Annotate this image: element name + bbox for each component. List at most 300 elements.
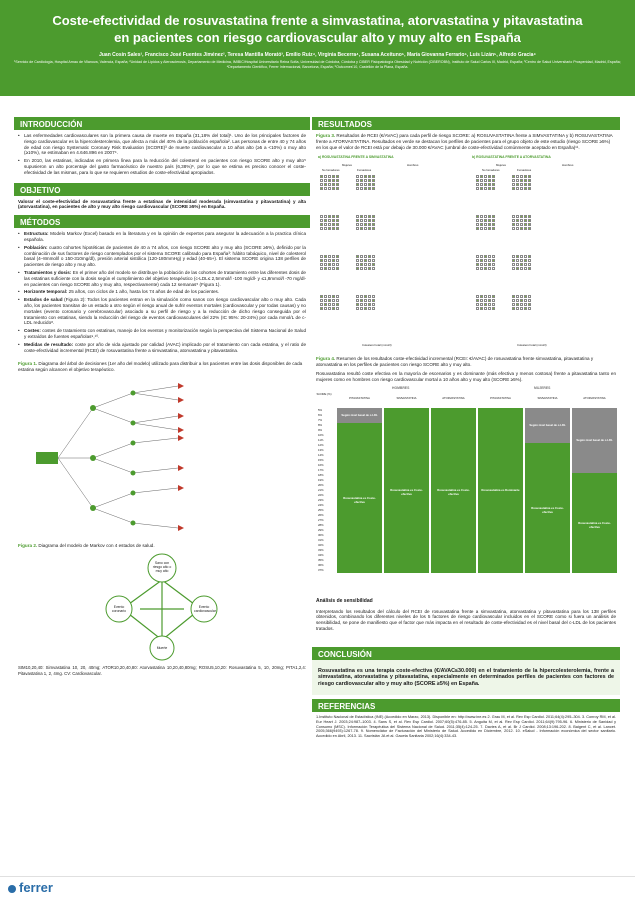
score-grid-cell <box>480 187 483 190</box>
score-grid-cell <box>336 219 339 222</box>
score-grid-cell <box>356 223 359 226</box>
score-grid-cell <box>492 175 495 178</box>
score-grid-cell <box>324 307 327 310</box>
score-grid-cell <box>512 263 515 266</box>
abbreviations: SIM10,20,40: Simvastatina 10, 20, 40mg; ATOR10,20,40,80: Atorvastatina 10,20,40,80mg; ROSU5,10,20: Rosuvastatina 5, 10, 20mg; PITA1,2,4: Pitavastatina 1, 2, 4mg. CV: Cardiovascular. <box>18 664 306 676</box>
score-grid-cell <box>476 175 479 178</box>
score-level-label: 30% <box>318 532 324 537</box>
score-grid-cell <box>328 219 331 222</box>
score-grid-cell <box>492 227 495 230</box>
score-grid-cell <box>336 175 339 178</box>
score-grid-cell <box>480 303 483 306</box>
score-grid-cell <box>336 183 339 186</box>
chart-segment-depends <box>525 408 570 443</box>
score-grid-cell <box>328 299 331 302</box>
score-grid-cell <box>364 223 367 226</box>
metodos-item-text: Modelo Markov (Excel) basado en la literatura y en la opinión de expertos para asegurar la adecuación a la practica clínica española. <box>24 231 306 242</box>
panel-a-title: a) ROSUVASTATINA FRENTE A SIMVASTATINA <box>318 155 394 160</box>
score-grid-cell <box>484 299 487 302</box>
score-grid-cell <box>356 267 359 270</box>
score-grid-cell <box>480 299 483 302</box>
score-grid-cell <box>324 219 327 222</box>
score-grid-cell <box>476 187 479 190</box>
score-grid-cell <box>356 215 359 218</box>
score-grid-cell <box>512 267 515 270</box>
score-grid-cell <box>484 223 487 226</box>
score-grid-cell <box>356 295 359 298</box>
markov-state-cv: Evento cardiovascular <box>194 604 216 613</box>
score-grid-cell <box>524 175 527 178</box>
score-grid-cell <box>520 267 523 270</box>
score-grid-cell <box>476 299 479 302</box>
metodos-list <box>14 228 310 358</box>
score-grid-cell <box>480 263 483 266</box>
score-grid-cell <box>356 299 359 302</box>
score-level-label: 34% <box>318 552 324 557</box>
score-level-label: 20% <box>318 482 324 487</box>
score-level-label: 31% <box>318 537 324 542</box>
score-grid-cell <box>476 263 479 266</box>
score-grid-cell <box>524 179 527 182</box>
chart-segment-label: Según nivel basal de c-LDL <box>576 438 613 443</box>
figure-3-caption <box>312 130 620 153</box>
metodos-item-label: Medidas de resultado: <box>24 341 74 347</box>
score-level-label: 26% <box>318 512 324 517</box>
score-grid-cell <box>320 267 323 270</box>
score-grid-cell <box>368 179 371 182</box>
score-grid-cell <box>520 179 523 182</box>
score-grid-cell <box>492 259 495 262</box>
score-grid-cell <box>516 263 519 266</box>
score-grid-cell <box>368 295 371 298</box>
score-grid-cell <box>528 183 531 186</box>
score-grid-cell <box>512 255 515 258</box>
score-grid-cell <box>512 219 515 222</box>
panel-a-cholesterol-label: Colesterol total (mmol/l) <box>362 343 392 348</box>
metodos-item-text: (Figura 2): Todos los pacientes entran en la simulación como sanos con riesgo cardiovascular alto o muy alto. Cada año, los pacientes transitan de un estado a otro según el riesgo anual de sufrir eventos mortales (cardiovascular y por todas causas) y no mortales (evento coronario y cerebrovascular) asociado a su perfil de riesgo y a la reducción de dicho riesgo conseguida por el tratamiento con estatinas, siendo la reducción del riesgo de eventos cardiovasculares del 22% (IC 95%: 20-24%) por cada mmol/L de c-LDL reducido⁸. <box>24 297 306 326</box>
score-level-label: 7% <box>318 417 323 422</box>
score-grid-cell <box>364 175 367 178</box>
score-grid-cell <box>488 295 491 298</box>
score-grid-cell <box>516 175 519 178</box>
score-grid-cell <box>372 255 375 258</box>
score-grid-cell <box>516 299 519 302</box>
metodos-heading: MÉTODOS <box>14 215 310 228</box>
score-grid-cell <box>520 307 523 310</box>
score-grid-cell <box>360 295 363 298</box>
score-col-header: SCORE (%) <box>316 391 332 396</box>
score-level-label: 9% <box>318 427 323 432</box>
score-grid-cell <box>332 307 335 310</box>
score-level-label: 35% <box>318 557 324 562</box>
score-grid-cell <box>332 303 335 306</box>
score-grid-cell <box>360 179 363 182</box>
markov-diagram <box>14 552 310 662</box>
score-grid-cell <box>356 175 359 178</box>
score-grid-cell <box>484 187 487 190</box>
title-line-1: Coste-efectividad de rosuvastatina frente a simvastatina, atorvastatina y pitavastatina <box>52 13 583 28</box>
score-grid-cell <box>372 259 375 262</box>
chart-segment-costeffective <box>572 473 617 573</box>
referencias-text: 1.Instituto Nacional de Estadística (INE) (Accedido en Marzo, 2013). Disponible en: http://www.ine.es 2. Grau M, et al. Rev Esp Cardiol. 2011;64(4):295–304. 3. Conroy RM, et al. Eur Heart J. 2003;24:987–1003. 4. Sans S, et al. Rev Esp Cardiol. 2007;60(5):476-85. 5. Anguita M, et al. Rev Esp Cardiol. 2011;64(9):795-96. 6. Ministerio de Sanidad y Consumo (MSC). Información Terapéutica del Sistema Nacional de Salud. 2011;35(4):124-25. 7. Davies A, et al. Br J Cardiol. 2008;13:196-202. 8. Baigent C, et al. Lancet. 2005;366(9493):1267-78. 9. Nomenclátor de Facturación del Ministerio de Salud. Accedido en Diciembre, 2012. 10. eSalud - Información económica del sector sanitario. Accedido en Abril, 2013. 11. Sacristán JA et al. Gaceta Sanitaria 2002;16(4):334-43. <box>316 714 616 739</box>
chart-segment-costeffective <box>384 408 429 573</box>
score-grid-cell <box>324 215 327 218</box>
score-grid-cell <box>480 295 483 298</box>
score-grid-cell <box>488 175 491 178</box>
score-grid-cell <box>324 255 327 258</box>
markov-state-death: Muerte <box>156 645 168 650</box>
score-grid-cell <box>476 303 479 306</box>
score-grid-cell <box>488 179 491 182</box>
score-grid-cell <box>480 267 483 270</box>
score-grid-cell <box>372 183 375 186</box>
score-grid-cell <box>336 299 339 302</box>
score-grid-cell <box>512 227 515 230</box>
score-grid-cell <box>336 215 339 218</box>
score-grid-cell <box>328 295 331 298</box>
figure-1-label: Figura 1. <box>18 361 38 367</box>
chart-segment-label: Rosuvastatina es Coste-efectiva <box>578 520 611 529</box>
score-grid-cell <box>368 307 371 310</box>
score-grid-cell <box>372 219 375 222</box>
score-grid-cell <box>360 303 363 306</box>
score-grid-cell <box>328 307 331 310</box>
score-grid-cell <box>336 263 339 266</box>
conclusion-heading: CONCLUSIÓN <box>312 647 620 660</box>
score-grid-cell <box>364 227 367 230</box>
score-grid-cell <box>332 267 335 270</box>
figure-3-text: Resultados de RCEI (€/AVAC) para cada perfil de riesgo SCORE: a) ROSUVASTATINA frente a SIMVASTATINA y b) ROSUVASTATINA frente a ATORVASTATINA. Resultados en verde se destacan los perfiles de pacientes para el grupo objeto de este estudio (riesgo SCORE ≥5%) en los que el valor de RCEI está por debajo de 30.000 €/AVAC (umbral de coste-efectividad comúnmente aceptado en España)¹¹. <box>316 133 613 150</box>
left-column <box>14 117 310 679</box>
score-grid-cell <box>488 267 491 270</box>
score-grid-cell <box>364 259 367 262</box>
chart-segment-depends <box>337 408 382 423</box>
score-grid-cell <box>332 295 335 298</box>
score-grid-cell <box>336 295 339 298</box>
score-grid-cell <box>520 303 523 306</box>
chart-segment-label: Según nivel basal de c-LDL <box>529 423 566 428</box>
score-grid-cell <box>488 299 491 302</box>
ferrer-logo-text: ferrer <box>19 880 53 895</box>
score-grid-cell <box>476 255 479 258</box>
score-grid-cell <box>328 183 331 186</box>
score-level-label: 29% <box>318 527 324 532</box>
score-grid-cell <box>512 295 515 298</box>
score-grid-cell <box>372 223 375 226</box>
col-men-ator: ATORVASTATINA <box>442 395 465 400</box>
score-grid-cell <box>360 223 363 226</box>
score-grid-cell <box>320 187 323 190</box>
score-grid-cell <box>328 215 331 218</box>
score-level-label: 13% <box>318 447 324 452</box>
score-grid-cell <box>488 303 491 306</box>
score-grid-cell <box>512 187 515 190</box>
score-grid-cell <box>524 299 527 302</box>
score-grid-cell <box>484 263 487 266</box>
score-grid-cell <box>524 263 527 266</box>
score-grid-cell <box>360 259 363 262</box>
score-grid-cell <box>360 187 363 190</box>
score-grid-cell <box>512 215 515 218</box>
score-grid-cell <box>484 227 487 230</box>
right-column <box>312 117 620 742</box>
panel-a-sex-women: Mujeres <box>342 163 352 168</box>
score-grid-cell <box>476 179 479 182</box>
score-grid-cell <box>484 267 487 270</box>
score-grid-cell <box>320 175 323 178</box>
panel-b-nonsmoker: No fumadores <box>482 168 500 173</box>
col-men-simva: SIMVASTATINA <box>396 395 417 400</box>
score-grid-cell <box>516 307 519 310</box>
score-grid-cell <box>320 179 323 182</box>
score-level-label: 21% <box>318 487 324 492</box>
score-grid-cell <box>476 183 479 186</box>
score-grid-cell <box>360 215 363 218</box>
score-grid-cell <box>484 175 487 178</box>
chart-segment-label: Rosuvastatina es Coste-efectiva <box>437 488 470 497</box>
score-grid-cell <box>528 295 531 298</box>
figure-4-note: Rosuvastatina resultó coste efectiva en la mayoría de escenarios y es dominante (más efectiva y menos costosa) frente a pitavastatina tanto en mujeres como en hombres con riesgo cardiovascular mortal a 10 años alto y muy alto (SCORE ≥5%). <box>316 370 616 382</box>
col-women-simva: SIMVASTATINA <box>537 395 558 400</box>
chart-segment-costeffective <box>337 423 382 573</box>
score-grid-cell <box>528 299 531 302</box>
metodos-item-text: cuatro cohortes hipotéticas de pacientes de 40 a 74 años, con riesgo SCORE alto y muy alto (SCORE ≥5%), definido por la combinación de sus factores de riesgo contemplados por el sistema SCORE calibrado para España³: hábito tabáquico, nivel de colesterol basal (4–8mmol/l o 150-310mg/dl), presión arterial sistólica (120-180mmHg) y edad (40-65+). El sistema SCORE origina 138 perfiles de pacientes de riesgo alto y muy alto. <box>24 244 306 268</box>
score-grid-cell <box>524 307 527 310</box>
score-grid-cell <box>480 255 483 258</box>
score-level-label: 24% <box>318 502 324 507</box>
score-grid-cell <box>520 299 523 302</box>
score-level-label: 16% <box>318 462 324 467</box>
score-grid-cell <box>320 263 323 266</box>
score-grid-cell <box>364 219 367 222</box>
metodos-item <box>18 342 306 354</box>
affiliations: ¹Servicio de Cardiología, Hospital Arnau de Vilanova, Valencia, España; ²Unidad de Lípidos y Aterosclerosis, Departamento de Medicina, IMIBIC/Hospital Universitario Reina Sofía, Universidad de Córdoba, Córdoba y CIBER Fisiopatología Obesidad y Nutrición (CIBEROBN), Instituto de Salud Carlos III, Madrid, España; ³Centro de Salud Universitario Prosperidad, Madrid, España; ⁴Departamento Científico, Ferrer Internacional, Barcelona, España; ⁵Outcomes'10, Castellón de la Plana, España. <box>14 60 621 69</box>
score-grid-cell <box>528 219 531 222</box>
score-grid-cell <box>328 255 331 258</box>
score-grid-cell <box>488 255 491 258</box>
panel-a-sex-men: Hombres <box>407 163 419 168</box>
footer-bar <box>0 876 635 902</box>
score-grid-cell <box>512 307 515 310</box>
score-grid-cell <box>320 215 323 218</box>
score-grid-cell <box>320 219 323 222</box>
score-grid-cell <box>356 227 359 230</box>
resultados-heading: RESULTADOS <box>312 117 620 130</box>
score-grid-cell <box>524 223 527 226</box>
score-grid-cell <box>492 183 495 186</box>
authors: Juan Cosín Sales¹, Francisco José Fuentes Jiménez², Teresa Mantilla Morató³, Emilio Ruiz⁴, Virginia Becerra⁴, Susana Aceituno⁵, María Giovanna Ferrario⁵, Luís Lizán⁵, Alfredo Gracia⁴ <box>99 52 536 58</box>
score-grid-cell <box>336 179 339 182</box>
chart-segment-label: Según nivel basal de c-LDL <box>341 413 378 418</box>
score-grid-cell <box>324 299 327 302</box>
score-grid-cell <box>480 227 483 230</box>
score-grid-cell <box>364 183 367 186</box>
score-grid-cell <box>328 175 331 178</box>
score-grid-cell <box>324 183 327 186</box>
score-grid-cell <box>528 227 531 230</box>
score-grid-cell <box>512 175 515 178</box>
score-grid-cell <box>336 223 339 226</box>
score-grid-cell <box>328 303 331 306</box>
score-grid-cell <box>372 303 375 306</box>
score-grid-cell <box>364 303 367 306</box>
panel-b-smoker: Fumadores <box>517 168 532 173</box>
score-grid-cell <box>320 259 323 262</box>
score-grid-cell <box>364 295 367 298</box>
score-grid-cell <box>476 267 479 270</box>
score-grid-cell <box>364 307 367 310</box>
figure-1-caption <box>14 358 310 376</box>
score-grid-cell <box>520 227 523 230</box>
score-grid-cell <box>488 187 491 190</box>
score-grid-cell <box>320 255 323 258</box>
figure-4-chart <box>312 386 620 596</box>
panel-b-cholesterol-label: Colesterol total (mmol/l) <box>517 343 547 348</box>
score-level-label: 28% <box>318 522 324 527</box>
score-grid-cell <box>516 267 519 270</box>
score-grid-cell <box>364 215 367 218</box>
score-grid-cell <box>484 183 487 186</box>
score-grid-cell <box>492 295 495 298</box>
metodos-item-label: Horizonte temporal: <box>24 289 68 295</box>
score-level-label: 15% <box>318 457 324 462</box>
score-grid-cell <box>332 215 335 218</box>
score-grid-cell <box>524 219 527 222</box>
score-level-label: 25% <box>318 507 324 512</box>
score-grid-cell <box>480 215 483 218</box>
score-grid-cell <box>516 303 519 306</box>
score-level-label: 14% <box>318 452 324 457</box>
score-grid-cell <box>488 227 491 230</box>
score-grid-cell <box>336 227 339 230</box>
score-grid-cell <box>368 267 371 270</box>
score-grid-cell <box>488 215 491 218</box>
score-grid-cell <box>320 227 323 230</box>
col-women-ator: ATORVASTATINA <box>583 395 606 400</box>
score-grid-cell <box>372 307 375 310</box>
markov-state-healthy: Sano con riesgo alto o muy alto <box>152 560 172 573</box>
intro-body <box>14 130 310 181</box>
ferrer-logo <box>8 880 53 895</box>
score-grid-cell <box>512 259 515 262</box>
score-grid-cell <box>480 183 483 186</box>
score-grid-cell <box>492 215 495 218</box>
score-grid-cell <box>328 267 331 270</box>
score-level-label: 19% <box>318 477 324 482</box>
score-grid-cell <box>364 187 367 190</box>
figure-4-caption <box>312 353 620 371</box>
score-level-label: 6% <box>318 412 323 417</box>
score-level-label: 37% <box>318 567 324 572</box>
score-grid-cell <box>476 259 479 262</box>
metodos-item-label: Población: <box>24 244 48 250</box>
score-grid-cell <box>484 219 487 222</box>
score-grid-cell <box>332 263 335 266</box>
score-level-label: 18% <box>318 472 324 477</box>
score-grid-cell <box>512 299 515 302</box>
score-grid-cell <box>332 179 335 182</box>
score-grid-cell <box>520 295 523 298</box>
score-grid-cell <box>332 175 335 178</box>
score-grid-cell <box>372 175 375 178</box>
chart-segment-depends <box>572 408 617 473</box>
score-level-label: 12% <box>318 442 324 447</box>
score-grid-cell <box>360 307 363 310</box>
score-grid-cell <box>528 175 531 178</box>
score-grid-cell <box>520 215 523 218</box>
metodos-item <box>18 270 306 287</box>
score-grid-cell <box>488 219 491 222</box>
score-grid-cell <box>524 187 527 190</box>
score-grid-cell <box>332 227 335 230</box>
score-grid-cell <box>492 219 495 222</box>
score-grid-cell <box>528 303 531 306</box>
score-grid-cell <box>372 295 375 298</box>
score-level-label: 33% <box>318 547 324 552</box>
score-grid-cell <box>516 227 519 230</box>
metodos-item <box>18 245 306 268</box>
score-grid-cell <box>368 187 371 190</box>
score-level-label: 17% <box>318 467 324 472</box>
score-level-label: 23% <box>318 497 324 502</box>
score-grid-cell <box>524 259 527 262</box>
score-grid-cell <box>360 267 363 270</box>
score-grid-cell <box>360 227 363 230</box>
score-grid-cell <box>516 295 519 298</box>
score-grid-cell <box>360 299 363 302</box>
figure-3-label: Figura 3. <box>316 133 336 138</box>
poster-header <box>0 0 635 96</box>
score-grid-cell <box>520 175 523 178</box>
score-grid-cell <box>476 307 479 310</box>
score-grid-cell <box>528 179 531 182</box>
score-grid-cell <box>520 255 523 258</box>
figure-2-text: Diagrama del modelo de Markov con 4 estados de salud. <box>37 542 155 548</box>
score-grid-cell <box>368 215 371 218</box>
chart-segment-costeffective <box>431 408 476 573</box>
score-grid-cell <box>372 187 375 190</box>
score-grid-cell <box>356 255 359 258</box>
chart-segment-dominant <box>478 408 523 573</box>
score-grid-cell <box>324 179 327 182</box>
score-grid-cell <box>476 215 479 218</box>
score-grid-cell <box>328 227 331 230</box>
score-grid-cell <box>320 183 323 186</box>
score-grid-cell <box>484 255 487 258</box>
metodos-item-label: Estructura: <box>24 231 49 237</box>
score-grid-cell <box>492 267 495 270</box>
objetivo-heading: OBJETIVO <box>14 183 310 196</box>
score-grid-cell <box>480 307 483 310</box>
metodos-item-label: Estados de salud <box>24 297 63 303</box>
score-grid-cell <box>484 179 487 182</box>
score-grid-cell <box>368 303 371 306</box>
score-grid-cell <box>360 183 363 186</box>
score-grid-cell <box>484 303 487 306</box>
score-grid-cell <box>360 175 363 178</box>
score-grid-cell <box>476 223 479 226</box>
score-grid-cell <box>336 255 339 258</box>
group-header-women: MUJERES <box>534 385 551 390</box>
score-grid-cell <box>356 219 359 222</box>
score-grid-cell <box>360 219 363 222</box>
score-grid-cell <box>524 183 527 186</box>
score-grid-cell <box>368 263 371 266</box>
score-grid-cell <box>492 303 495 306</box>
score-grid-cell <box>524 255 527 258</box>
score-grid-cell <box>320 299 323 302</box>
score-grid-cell <box>356 307 359 310</box>
